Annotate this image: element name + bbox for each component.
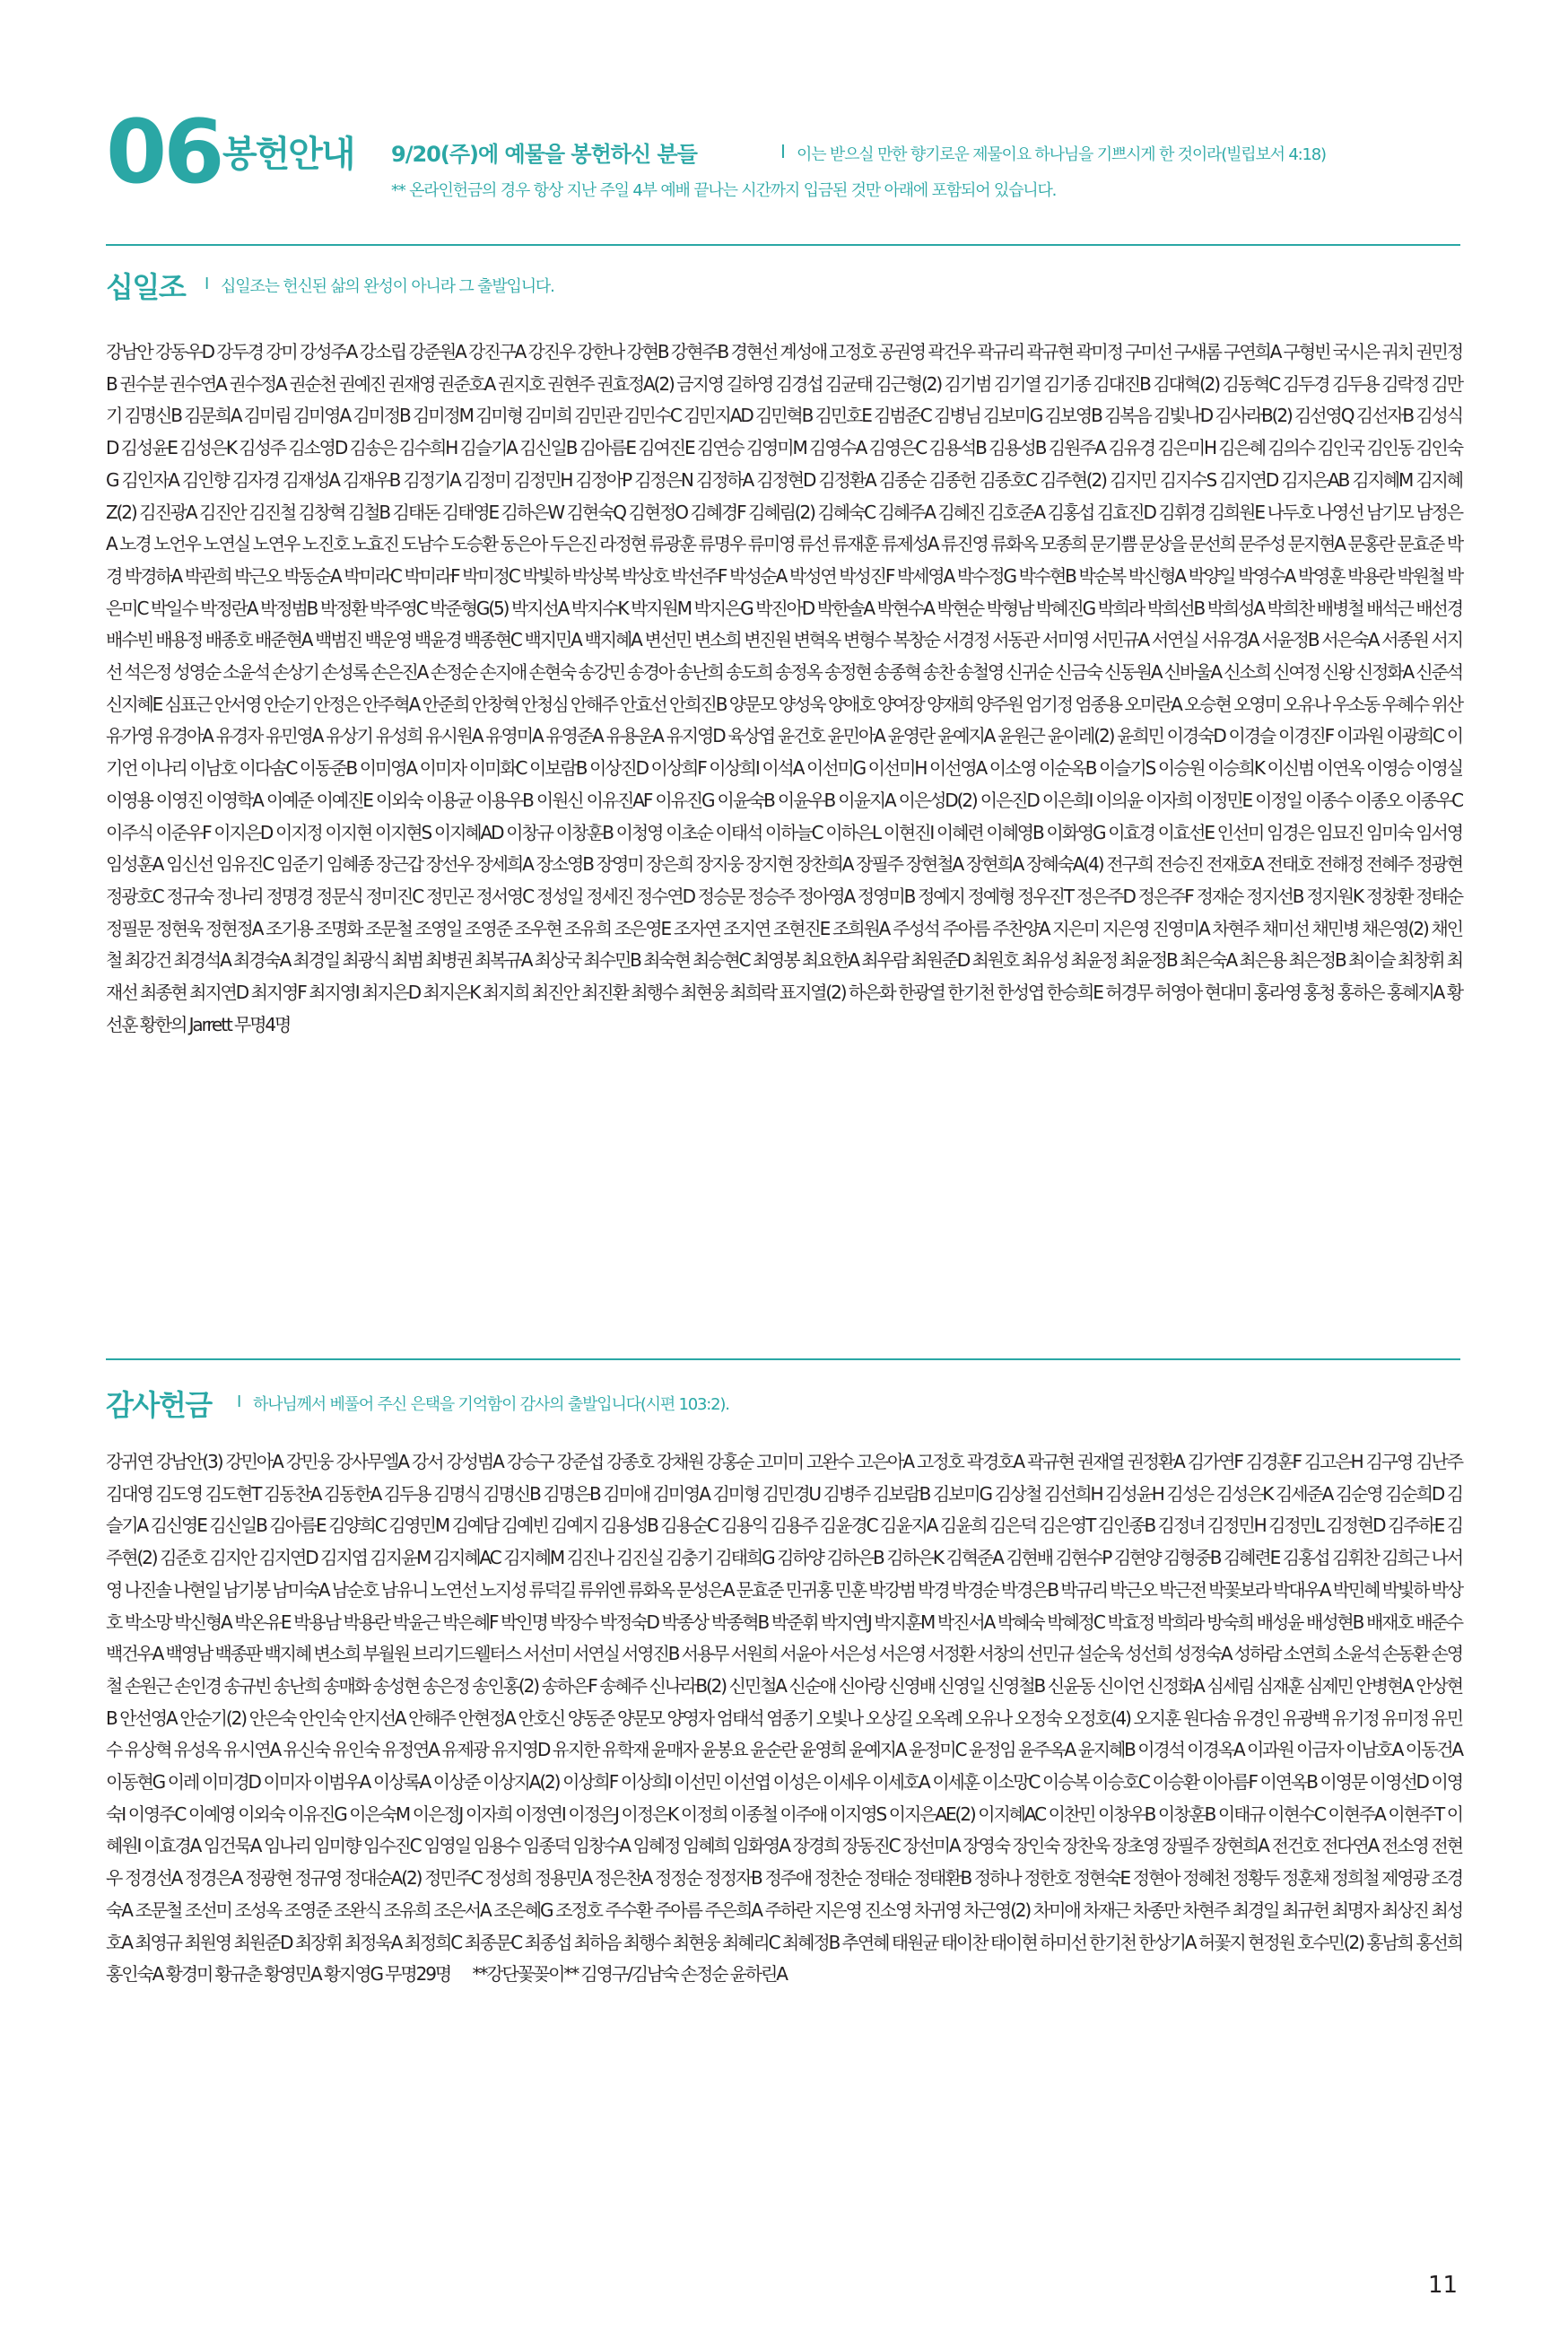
- heading-separator: I: [780, 141, 786, 162]
- section-title: 봉헌안내: [222, 134, 354, 175]
- offering-heading: 9/20(주)에 예물을 봉헌하신 분들: [391, 142, 697, 167]
- online-offering-note: ** 온라인헌금의 경우 항상 지난 주일 4부 예배 끝나는 시간까지 입금된 것만 아래에 포함되어 있습니다.: [391, 181, 1057, 200]
- tithe-header: [106, 269, 1460, 309]
- page-header: [106, 101, 1460, 215]
- tithe-title: 십일조: [106, 270, 186, 304]
- tithe-name-list: 강남안 강동우D 강두경 강미 강성주A 강소립 강준원A 강진구A 강진우 강한나 강현B 강현주B 경현선 계성애 고정호 공권영 곽건우 곽규리 곽규현 곽미정 구미선 구새롬 구연희A 구형빈 국시은 궈치 권민정B 권수분 권수연A 권수정A 권순천 권예진 권재영 권준호A 권지호 권현주 권효정A(2) 금지영 길하영 김경섭 김균태 김근형(2) 김기범 김기열 김기종 김대진B 김대혁(2) 김동혁C 김두경 김두용 김락정 김만기 김명신B 김문희A 김미림 김미영A 김미정B 김미정M 김미형 김미희 김민관 김민수C 김민지AD 김민혁B 김민호E 김범준C 김병님 김보미G 김보영B 김복음 김빛나D 김사라B(2) 김선영Q 김선자B 김성식D 김성윤E 김성은K 김성주 김소영D 김송은 김수희H 김슬기A 김신일B 김아름E 김여진E 김연승 김영미M 김영수A 김영은C 김용석B 김용성B 김원주A 김유경 김은미H 김은혜 김의수 김인국 김인동 김인숙G 김인자A 김인향 김자경 김재성A 김재우B 김정기A 김정미 김정민H 김정아P 김정은N 김정하A 김정현D 김정환A 김종순 김종헌 김종호C 김주현(2) 김지민 김지수S 김지연D 김지은AB 김지혜M 김지혜Z(2) 김진광A 김진안 김진철 김창혁 김철B 김태돈 김태영E 김하은W 김현숙Q 김현정O 김혜경F 김혜림(2) 김혜숙C 김혜주A 김혜진 김호준A 김홍섭 김효진D 김휘경 김희원E 나두호 나영선 남기모 남정은A 노경 노언우 노연실 노연우 노진호 노효진 도남수 도승환 동은아 두은진 라정현 류광훈 류명우 류미영 류선 류재훈 류제성A 류진영 류화옥 모종희 문기쁨 문상을 문선희 문주성 문지현A 문홍란 문효준 박경 박경하A 박관희 박근오 박동순A 박미라C 박미라F 박미정C 박빛하 박상복 박상호 박선주F 박성순A 박성연 박성진F 박세영A 박수정G 박수현B 박순복 박신형A 박양일 박영수A 박영훈 박용란 박원철 박은미C 박일수 박정란A 박정범B 박정환 박주영C 박준형G(5) 박지선A 박지수K 박지원M 박지은G 박진아D 박한솔A 박현수A 박현순 박형남 박혜진G 박희라 박희선B 박희성A 박희찬 배병철 배석근 배선경 배수빈 배용정 배종호 배준현A 백범진 백운영 백윤경 백종현C 백지민A 백지혜A 변선민 변소희 변진원 변혁옥 변형수 복창순 서경정 서동관 서미영 서민규A 서연실 서유경A 서윤정B 서은숙A 서종원 서지선 석은정 성영순 소윤석 손상기 손성록 손은진A 손정순 손지애 손현숙 송강민 송경아 송난희 송도희 송정옥 송정현 송종혁 송찬 송철영 신귀순 신금숙 신동원A 신바울A 신소희 신여정 신왕 신정화A 신준석 신지혜E 심표근 안서영 안순기 안정은 안주혁A 안준희 안창혁 안청심 안해주 안효선 안희진B 양문모 양성욱 양애호 양여장 양재희 양주원 엄기정 엄종용 오미란A 오승현 오영미 오유나 우소동 우혜수 위산 유가영 유경아A 유경자 유민영A 유상기 유성희 유시원A 유영미A 유영준A 유용운A 유지영D 육상엽 윤건호 윤민아A 윤영란 윤예지A 윤원근 윤이레(2) 윤희민 이경숙D 이경슬 이경진F 이과원 이광희C 이기언 이나리 이남호 이다솜C 이동준B 이미영A 이미자 이미화C 이보람B 이상진D 이상희F 이상희I 이석A 이선미G 이선미H 이선영A 이소영 이순옥B 이슬기S 이승원 이승희K 이신범 이연옥 이영승 이영실 이영용 이영진 이영학A 이예준 이예진E 이외숙 이용균 이용우B 이원신 이유진AF 이유진G 이윤숙B 이윤우B 이윤지A 이은성D(2) 이은진D 이은희I 이의윤 이자희 이정민E 이정일 이종수 이종오 이종우C 이주식 이준우F 이지은D 이지정 이지현 이지현S 이지혜AD 이창규 이창훈B 이청영 이초순 이태석 이하늘C 이하은L 이현진I 이혜련 이혜영B 이화영G 이효경 이효선E 인선미 임경은 임묘진 임미숙 임서영 임성훈A 임신선 임유진C 임준기 임혜종 장근갑 장선우 장세희A 장소영B 장영미 장은희 장지웅 장지현 장찬희A 장필주 장현철A 장현희A 장혜숙A(4) 전구희 전승진 전재호A 전태호 전해정 전혜주 정광현 정광호C 정규숙 정나리 정명경 정문식 정미진C 정민곤 정서영C 정성일 정세진 정수연D 정승문 정승주 정아영A 정영미B 정예지 정예형 정우진T 정은주D 정은주F 정재순 정지선B 정지원K 정창환 정태순 정필문 정현욱 정현정A 조기용 조명화 조문철 조영일 조영준 조우현 조유희 조은영E 조자연 조지연 조현진E 조희원A 주성석 주아름 주찬양A 지은미 지은영 진영미A 차현주 채미선 채민병 채은영(2) 채인철 최강건 최경석A 최경숙A 최경일 최광식 최범 최병권 최복규A 최상국 최수민B 최숙현 최승현C 최영봉 최요한A 최우람 최원준D 최원호 최유성 최윤정 최윤정B 최은숙A 최은용 최은정B 최이슬 최창휘 최재선 최종현 최지연D 최지영F 최지영I 최지은D 최지은K 최지희 최진안 최진환 최행수 최현웅 최희락 표지열(2) 하은화 한광열 한기천 한성엽 한승희E 허경무 허영아 현대미 홍라영 홍청 홍하은 홍혜지A 황선훈 황한의 Jarrett 무명4명: [106, 341, 1462, 1035]
- divider-middle: [106, 1358, 1460, 1360]
- thanks-header: [106, 1387, 1460, 1427]
- thanks-name-list: 강귀연 강남안(3) 강민아A 강민웅 강사무엘A 강서 강성범A 강승구 강준섭 강종호 강채원 강홍순 고미미 고완수 고은아A 고정호 곽경호A 곽규현 권재열 권정환A 김가연F 김경훈F 김고은H 김구영 김난주 김대영 김도영 김도현T 김동찬A 김동한A 김두용 김명식 김명신B 김명은B 김미애 김미영A 김미형 김민경U 김병주 김보람B 김보미G 김상철 김선희H 김성윤H 김성은 김성은K 김세준A 김순영 김순희D 김슬기A 김신영E 김신일B 김아름E 김양희C 김영민M 김예담 김예빈 김예지 김용성B 김용순C 김용익 김용주 김윤경C 김윤지A 김윤희 김은덕 김은영T 김인종B 김정녀 김정민H 김정민L 김정현D 김주하E 김주현(2) 김준호 김지안 김지연D 김지엽 김지윤M 김지혜AC 김지혜M 김진나 김진실 김충기 김태희G 김하양 김하은B 김하은K 김혁준A 김현배 김현수P 김현양 김형중B 김혜련E 김홍섭 김휘찬 김희근 나서영 나진솔 나현일 남기봉 남미숙A 남순호 남유니 노연선 노지성 류덕길 류위엔 류화옥 문성은A 문효준 민귀홍 민훈 박강범 박경 박경순 박경은B 박규리 박근오 박근전 박꽃보라 박대우A 박민혜 박빛하 박상호 박소망 박신형A 박온유E 박용남 박용란 박윤근 박은혜F 박인명 박장수 박정숙D 박종상 박종혁B 박준휘 박지연J 박지훈M 박진서A 박혜숙 박혜정C 박효정 박희라 방숙희 배성윤 배성현B 배재호 배준수 백건우A 백영남 백종판 백지혜 변소희 부월원 브리기드웰터스 서선미 서연실 서영진B 서용무 서원희 서윤아 서은성 서은영 서정환 서창의 선민규 설순욱 성선희 성정숙A 성하람 소연희 소윤석 손동환 손영철 손원근 손인경 송규빈 송난희 송매화 송성현 송은정 송인홍(2) 송하은F 송혜주 신나라B(2) 신민철A 신순애 신아랑 신영배 신영일 신영철B 신윤동 신이언 신정화A 심세림 심재훈 심제민 안병현A 안상현B 안선영A 안순기(2) 안은숙 안인숙 안지선A 안해주 안현정A 안호신 양동준 양문모 양영자 엄태석 염종기 오빛나 오상길 오옥례 오유나 오정숙 오정호(4) 오지훈 원다솜 유경인 유광백 유기정 유미정 유민수 유상혁 유성옥 유시연A 유신숙 유인숙 유정연A 유제광 유지영D 유지한 유학재 윤매자 윤봉요 윤순란 윤영희 윤예지A 윤정미C 윤정임 윤주옥A 윤지혜B 이경석 이경옥A 이과원 이금자 이남호A 이동건A 이동현G 이레 이미경D 이미자 이범우A 이상록A 이상준 이상지A(2) 이상희F 이상희I 이선민 이선엽 이성은 이세우 이세호A 이세훈 이소망C 이승복 이승호C 이승환 이아름F 이연옥B 이영문 이영선D 이영숙I 이영주C 이예영 이외숙 이유진G 이은숙M 이은정J 이자희 이정연I 이정은J 이정은K 이정희 이종철 이주애 이지영S 이지은AE(2) 이지혜AC 이찬민 이창우B 이창훈B 이태규 이현수C 이현주A 이현주T 이혜원I 이효경A 임건묵A 임나리 임미향 임수진C 임영일 임용수 임종덕 임창수A 임혜정 임혜희 임화영A 장경희 장동진C 장선미A 장영숙 장인숙 장찬욱 장초영 장필주 장현희A 전건호 전다연A 전소영 전현우 정경선A 정경은A 정광현 정규영 정대순A(2) 정민주C 정성희 정용민A 정은찬A 정정순 정정자B 정주애 정찬순 정태순 정태환B 정하나 정한호 정현숙E 정현아 정혜천 정황두 정훈채 정희철 제영광 조경숙A 조문철 조선미 조성옥 조영준 조완식 조유희 조은서A 조은혜G 조정호 주수환 주아름 주은희A 주하란 지은영 진소영 차귀영 차근영(2) 차미애 차재근 차종만 차현주 최경일 최규헌 최명자 최상진 최성호A 최영규 최원영 최원준D 최장휘 최정욱A 최정희C 최종문C 최종섭 최하음 최행수 최현웅 최혜리C 최혜정B 추연혜 태원균 태이찬 태이현 하미선 한기천 한상기A 허꽃지 현정원 호수민(2) 홍남희 홍선희 홍인숙A 황경미 황규춘 황영민A 황지영G 무명29명 **강단꽃꽂이** 김영구/김남숙 손정순 윤하린A: [106, 1451, 1462, 1986]
- page-number: 11: [1428, 2272, 1459, 2299]
- thanks-separator: I: [237, 1392, 242, 1411]
- heading-verse: 이는 받으실 만한 향기로운 제물이요 하나님을 기쁘시게 한 것이라(빌립보서 4:18): [797, 145, 1326, 164]
- divider-top: [106, 244, 1460, 246]
- thanks-caption: 하나님께서 베풀어 주신 은택을 기억함이 감사의 출발입니다(시편 103:2).: [253, 1395, 729, 1414]
- tithe-separator: I: [205, 275, 210, 293]
- thanks-title: 감사헌금: [106, 1388, 212, 1422]
- tithe-caption: 십일조는 헌신된 삶의 완성이 아니라 그 출발입니다.: [221, 277, 554, 296]
- section-number: 06: [106, 101, 222, 204]
